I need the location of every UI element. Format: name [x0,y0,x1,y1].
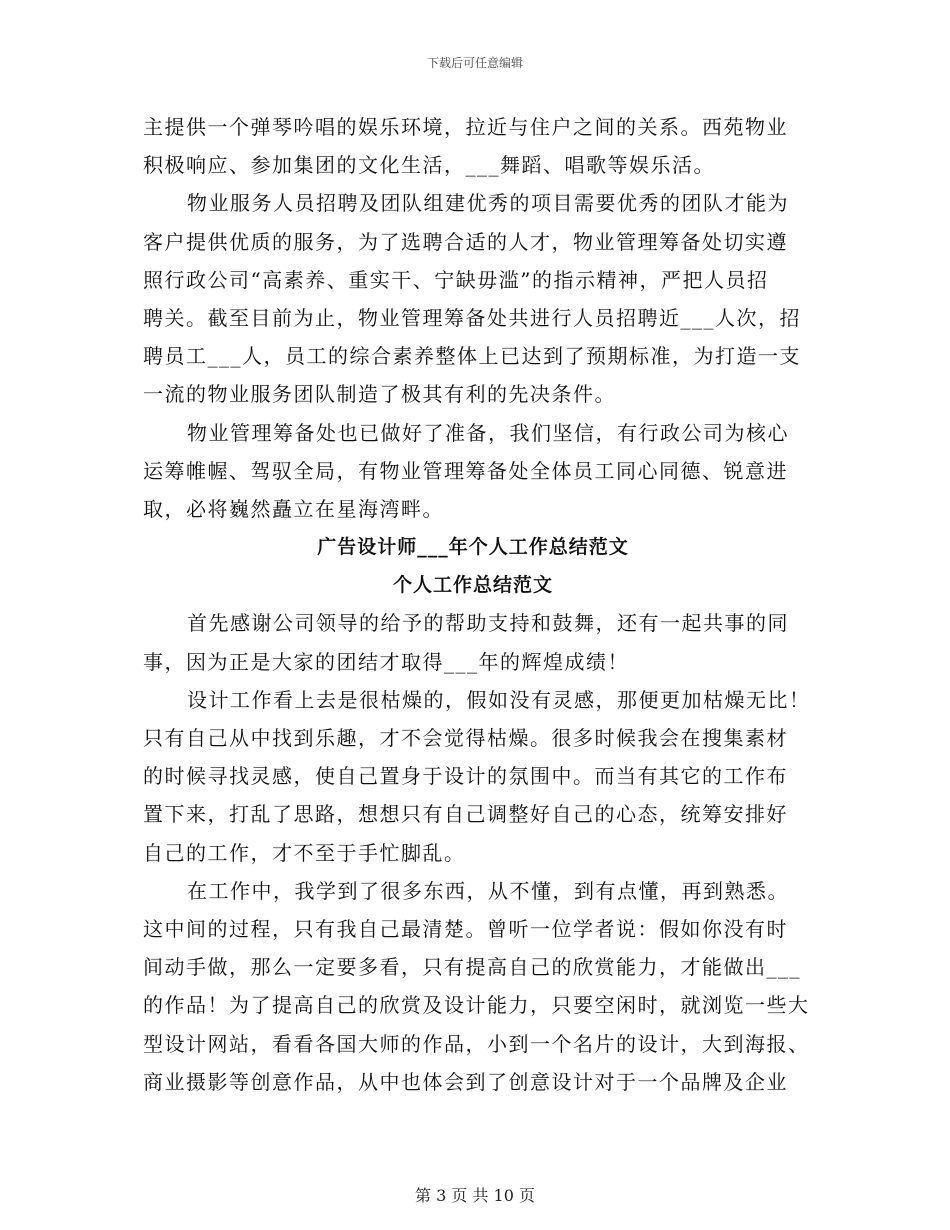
paragraph-start: 首先感谢公司领导的给予的帮助支持和鼓舞，还有一起共事的同 [187,611,789,636]
body-line: 商业摄影等创意作品，从中也体会到了创意设计对于一个品牌及企业 [143,1069,788,1094]
body-line: 客户提供优质的服务，为了选聘合适的人才，物业管理筹备处切实遵 [143,229,788,254]
body-line: 这中间的过程，只有我自己最清楚。曾听一位学者说：假如你没有时 [143,916,788,941]
document-title: 广告设计师___年个人工作总结范文 [317,536,629,559]
body-line: 聘关。截至目前为止，物业管理筹备处共进行人员招聘近___人次，招 [143,305,801,330]
body-line: 聘员工___人，员工的综合素养整体上已达到了预期标准，为打造一支 [143,344,801,369]
body-line: 事，因为正是大家的团结才取得___年的辉煌成绩！ [143,649,629,674]
document-body [143,108,811,1101]
document-subtitle: 个人工作总结范文 [392,574,553,597]
page-footer: 第 3 页 共 10 页 [415,1186,535,1205]
body-line: 一流的物业服务团队制造了极其有利的先决条件。 [143,382,616,407]
body-line: 置下来，打乱了思路，想想只有自己调整好自己的心态，统筹安排好 [143,802,788,827]
body-line: 的时候寻找灵感，使自己置身于设计的氛围中。而当有其它的工作布 [143,764,788,789]
body-line: 只有自己从中找到乐趣，才不会觉得枯燥。很多时候我会在搜集素材 [143,726,788,750]
body-line: 积极响应、参加集团的文化生活，___舞蹈、唱歌等娱乐活。 [143,153,715,178]
paragraph-start: 设计工作看上去是很枯燥的，假如没有灵感，那便更加枯燥无比！ [187,687,811,712]
body-line: 主提供一个弹琴吟唱的娱乐环境，拉近与住户之间的关系。西苑物业 [143,115,788,139]
paragraph-start: 物业服务人员招聘及团队组建优秀的项目需要优秀的团队才能为 [187,191,789,216]
body-line: 自己的工作，才不至于手忙脚乱。 [143,840,466,865]
page-header: 下载后可任意编辑 [426,56,523,70]
body-line: 型设计网站，看看各国大师的作品，小到一个名片的设计，大到海报、 [143,1031,810,1056]
paragraph-start: 物业管理筹备处也已做好了准备，我们坚信，有行政公司为核心 [187,420,789,445]
body-line: 照行政公司“高素养、重实干、宁缺毋滥”的指示精神，严把人员招 [143,267,769,292]
paragraph-start: 在工作中，我学到了很多东西，从不懂，到有点懂，再到熟悉。 [187,878,789,903]
body-line: 运筹帷幄、驾驭全局，有物业管理筹备处全体员工同心同德、锐意进 [143,458,788,483]
body-line: 取，必将巍然矗立在星海湾畔。 [143,496,444,521]
body-line: 的作品！为了提高自己的欣赏及设计能力，只要空闲时，就浏览一些大 [143,993,810,1018]
body-line: 间动手做，那么一定要多看，只有提高自己的欣赏能力，才能做出___ [143,955,801,980]
